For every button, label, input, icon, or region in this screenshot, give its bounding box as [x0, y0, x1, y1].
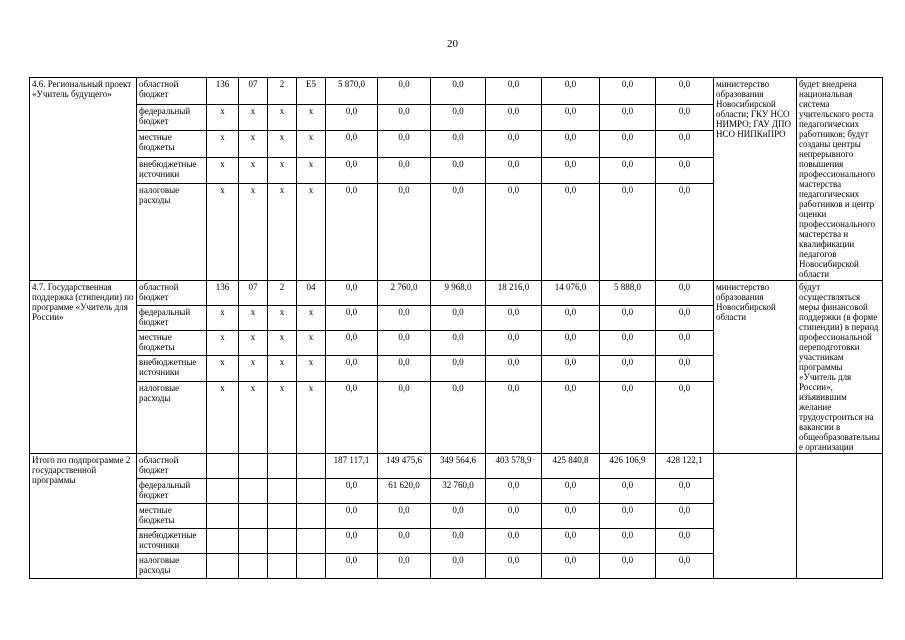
- amount-cell: 0,0: [600, 131, 656, 158]
- budget-code: х: [268, 356, 297, 381]
- amount-cell: 0,0: [378, 184, 431, 281]
- amount-cell: 0,0: [486, 554, 542, 579]
- amount-cell: 0,0: [600, 331, 656, 356]
- budget-code: х: [268, 331, 297, 356]
- amount-cell: 0,0: [431, 504, 486, 529]
- amount-cell: 0,0: [486, 131, 542, 158]
- amount-cell: 0,0: [486, 78, 542, 105]
- amount-cell: 0,0: [542, 331, 600, 356]
- amount-cell: 0,0: [656, 104, 714, 131]
- budget-code: [207, 504, 239, 529]
- amount-cell: 32 760,0: [431, 479, 486, 504]
- budget-code: х: [268, 184, 297, 281]
- amount-cell: 0,0: [600, 184, 656, 281]
- budget-code: [207, 554, 239, 579]
- amount-cell: 0,0: [431, 78, 486, 105]
- amount-cell: 0,0: [431, 157, 486, 184]
- budget-code: 2: [268, 281, 297, 306]
- amount-cell: 0,0: [326, 331, 378, 356]
- funding-source: налоговые расходы: [137, 381, 207, 453]
- amount-cell: 0,0: [600, 529, 656, 554]
- amount-cell: 0,0: [431, 306, 486, 331]
- budget-code: х: [207, 306, 239, 331]
- section-title: 4.7. Государственная поддержка (стипендии) по программе «Учитель для России»: [30, 281, 137, 454]
- budget-code: х: [297, 131, 326, 158]
- budget-code: [297, 554, 326, 579]
- amount-cell: 0,0: [378, 131, 431, 158]
- amount-cell: 0,0: [431, 331, 486, 356]
- amount-cell: 0,0: [656, 529, 714, 554]
- amount-cell: 0,0: [378, 306, 431, 331]
- amount-cell: 0,0: [656, 554, 714, 579]
- budget-code: 136: [207, 281, 239, 306]
- section-title: Итого по подпрограмме 2 государственной программы: [30, 454, 137, 579]
- budget-code: [239, 554, 268, 579]
- amount-cell: 0,0: [600, 554, 656, 579]
- budget-code: 2: [268, 78, 297, 105]
- budget-code: х: [239, 157, 268, 184]
- funding-source: федеральный бюджет: [137, 479, 207, 504]
- amount-cell: 0,0: [378, 381, 431, 453]
- amount-cell: 0,0: [656, 131, 714, 158]
- budget-code: х: [297, 104, 326, 131]
- amount-cell: 0,0: [431, 184, 486, 281]
- executor: министерство образования Новосибирской области; ГКУ НСО НИМРО; ГАУ ДПО НСО НИПКиПРО: [714, 78, 797, 281]
- funding-source: налоговые расходы: [137, 184, 207, 281]
- amount-cell: 0,0: [656, 356, 714, 381]
- budget-code: х: [207, 157, 239, 184]
- amount-cell: 0,0: [378, 78, 431, 105]
- amount-cell: 0,0: [600, 479, 656, 504]
- amount-cell: 0,0: [326, 184, 378, 281]
- budget-code: х: [239, 104, 268, 131]
- amount-cell: 0,0: [486, 157, 542, 184]
- amount-cell: 149 475,6: [378, 454, 431, 479]
- amount-cell: 2 760,0: [378, 281, 431, 306]
- budget-code: х: [297, 184, 326, 281]
- amount-cell: 0,0: [326, 504, 378, 529]
- budget-code: [297, 504, 326, 529]
- funding-source: внебюджетные источники: [137, 157, 207, 184]
- funding-source: внебюджетные источники: [137, 356, 207, 381]
- amount-cell: 0,0: [656, 479, 714, 504]
- amount-cell: 0,0: [542, 184, 600, 281]
- amount-cell: 0,0: [486, 381, 542, 453]
- budget-code: х: [239, 356, 268, 381]
- budget-code: [297, 479, 326, 504]
- amount-cell: 0,0: [326, 479, 378, 504]
- amount-cell: 0,0: [656, 78, 714, 105]
- budget-code: х: [268, 104, 297, 131]
- budget-code: [207, 529, 239, 554]
- amount-cell: 0,0: [656, 281, 714, 306]
- budget-code: х: [297, 331, 326, 356]
- budget-code: х: [239, 381, 268, 453]
- amount-cell: 0,0: [542, 529, 600, 554]
- funding-source: областной бюджет: [137, 78, 207, 105]
- budget-code: х: [207, 104, 239, 131]
- amount-cell: 0,0: [656, 184, 714, 281]
- amount-cell: 5 888,0: [600, 281, 656, 306]
- amount-cell: 0,0: [378, 529, 431, 554]
- amount-cell: 0,0: [542, 157, 600, 184]
- amount-cell: 0,0: [486, 104, 542, 131]
- budget-code: [207, 479, 239, 504]
- table-body: [30, 78, 883, 579]
- executor: [714, 454, 797, 579]
- amount-cell: 0,0: [431, 131, 486, 158]
- amount-cell: 0,0: [600, 381, 656, 453]
- expected-result: будет внедрена национальная система учительского роста педагогических работников; будут созданы центры непрерывного повышения профессионального мастерства педагогических работников и центр оценки профессионального мастерства и квалификации педагогов Новосибирской области: [797, 78, 883, 281]
- budget-code: [239, 529, 268, 554]
- table-row: [30, 281, 883, 306]
- budget-code: х: [207, 331, 239, 356]
- funding-source: областной бюджет: [137, 454, 207, 479]
- amount-cell: 0,0: [326, 104, 378, 131]
- amount-cell: 0,0: [656, 504, 714, 529]
- budget-code: х: [207, 381, 239, 453]
- budget-code: [268, 504, 297, 529]
- budget-code: х: [268, 157, 297, 184]
- amount-cell: 0,0: [431, 381, 486, 453]
- executor: министерство образования Новосибирской области: [714, 281, 797, 454]
- amount-cell: 349 564,6: [431, 454, 486, 479]
- amount-cell: 0,0: [542, 479, 600, 504]
- amount-cell: 0,0: [542, 78, 600, 105]
- amount-cell: 0,0: [326, 554, 378, 579]
- funding-source: налоговые расходы: [137, 554, 207, 579]
- amount-cell: 0,0: [486, 529, 542, 554]
- budget-code: х: [207, 184, 239, 281]
- expected-result: [797, 454, 883, 579]
- amount-cell: 426 106,9: [600, 454, 656, 479]
- amount-cell: 0,0: [486, 331, 542, 356]
- budget-code: [268, 454, 297, 479]
- budget-code: 07: [239, 281, 268, 306]
- budget-code: х: [239, 331, 268, 356]
- amount-cell: 0,0: [431, 356, 486, 381]
- amount-cell: 0,0: [486, 504, 542, 529]
- funding-source: федеральный бюджет: [137, 104, 207, 131]
- amount-cell: 0,0: [326, 157, 378, 184]
- amount-cell: 187 117,1: [326, 454, 378, 479]
- amount-cell: 0,0: [656, 306, 714, 331]
- amount-cell: 0,0: [600, 306, 656, 331]
- amount-cell: 5 870,0: [326, 78, 378, 105]
- amount-cell: 0,0: [656, 331, 714, 356]
- amount-cell: 0,0: [600, 504, 656, 529]
- amount-cell: 0,0: [656, 381, 714, 453]
- amount-cell: 0,0: [486, 356, 542, 381]
- amount-cell: 9 968,0: [431, 281, 486, 306]
- budget-code: х: [268, 131, 297, 158]
- amount-cell: 0,0: [326, 529, 378, 554]
- amount-cell: 0,0: [542, 306, 600, 331]
- program-table: [29, 77, 883, 579]
- amount-cell: 0,0: [600, 356, 656, 381]
- section-title: 4.6. Региональный проект «Учитель будущего»: [30, 78, 137, 281]
- amount-cell: 0,0: [542, 381, 600, 453]
- budget-code: х: [239, 306, 268, 331]
- amount-cell: 0,0: [326, 281, 378, 306]
- budget-code: [239, 454, 268, 479]
- amount-cell: 14 076,0: [542, 281, 600, 306]
- budget-code: х: [239, 131, 268, 158]
- budget-code: х: [297, 356, 326, 381]
- budget-code: [268, 479, 297, 504]
- amount-cell: 0,0: [486, 184, 542, 281]
- amount-cell: 0,0: [542, 104, 600, 131]
- amount-cell: 0,0: [378, 504, 431, 529]
- amount-cell: 0,0: [378, 157, 431, 184]
- amount-cell: 403 578,9: [486, 454, 542, 479]
- amount-cell: 0,0: [542, 131, 600, 158]
- funding-source: местные бюджеты: [137, 131, 207, 158]
- amount-cell: 0,0: [378, 554, 431, 579]
- amount-cell: 0,0: [656, 157, 714, 184]
- budget-code: х: [207, 131, 239, 158]
- budget-code: х: [297, 306, 326, 331]
- amount-cell: 0,0: [431, 529, 486, 554]
- amount-cell: 0,0: [431, 554, 486, 579]
- amount-cell: 0,0: [378, 104, 431, 131]
- table-row: [30, 454, 883, 479]
- table-row: [30, 78, 883, 105]
- budget-code: [297, 454, 326, 479]
- budget-code: х: [268, 381, 297, 453]
- funding-source: федеральный бюджет: [137, 306, 207, 331]
- amount-cell: 0,0: [431, 104, 486, 131]
- budget-code: 04: [297, 281, 326, 306]
- budget-code: [268, 529, 297, 554]
- budget-code: х: [207, 356, 239, 381]
- funding-source: областной бюджет: [137, 281, 207, 306]
- amount-cell: 0,0: [326, 356, 378, 381]
- amount-cell: 0,0: [542, 504, 600, 529]
- page-number: 20: [447, 38, 458, 50]
- amount-cell: 0,0: [600, 157, 656, 184]
- funding-source: внебюджетные источники: [137, 529, 207, 554]
- funding-source: местные бюджеты: [137, 331, 207, 356]
- budget-code: х: [239, 184, 268, 281]
- amount-cell: 0,0: [486, 479, 542, 504]
- budget-code: [207, 454, 239, 479]
- amount-cell: 0,0: [326, 306, 378, 331]
- amount-cell: 0,0: [486, 306, 542, 331]
- amount-cell: 0,0: [542, 554, 600, 579]
- budget-code: х: [297, 157, 326, 184]
- amount-cell: 18 216,0: [486, 281, 542, 306]
- amount-cell: 0,0: [378, 356, 431, 381]
- budget-code: [239, 479, 268, 504]
- budget-code: [297, 529, 326, 554]
- expected-result: будут осуществляться меры финансовой поддержки (в форме стипендии) в период профессиональной переподготовки участникам программы «Учитель для России», изъявившим желание трудоустроиться на вакансии в общеобразовательные организации: [797, 281, 883, 454]
- amount-cell: 0,0: [326, 131, 378, 158]
- budget-code: E5: [297, 78, 326, 105]
- budget-code: 136: [207, 78, 239, 105]
- amount-cell: 425 840,8: [542, 454, 600, 479]
- amount-cell: 0,0: [600, 78, 656, 105]
- amount-cell: 0,0: [378, 331, 431, 356]
- amount-cell: 0,0: [326, 381, 378, 453]
- amount-cell: 0,0: [600, 104, 656, 131]
- budget-code: 07: [239, 78, 268, 105]
- budget-code: [268, 554, 297, 579]
- amount-cell: 0,0: [542, 356, 600, 381]
- amount-cell: 428 122,1: [656, 454, 714, 479]
- budget-code: [239, 504, 268, 529]
- budget-code: х: [268, 306, 297, 331]
- funding-source: местные бюджеты: [137, 504, 207, 529]
- amount-cell: 61 620,0: [378, 479, 431, 504]
- budget-code: х: [297, 381, 326, 453]
